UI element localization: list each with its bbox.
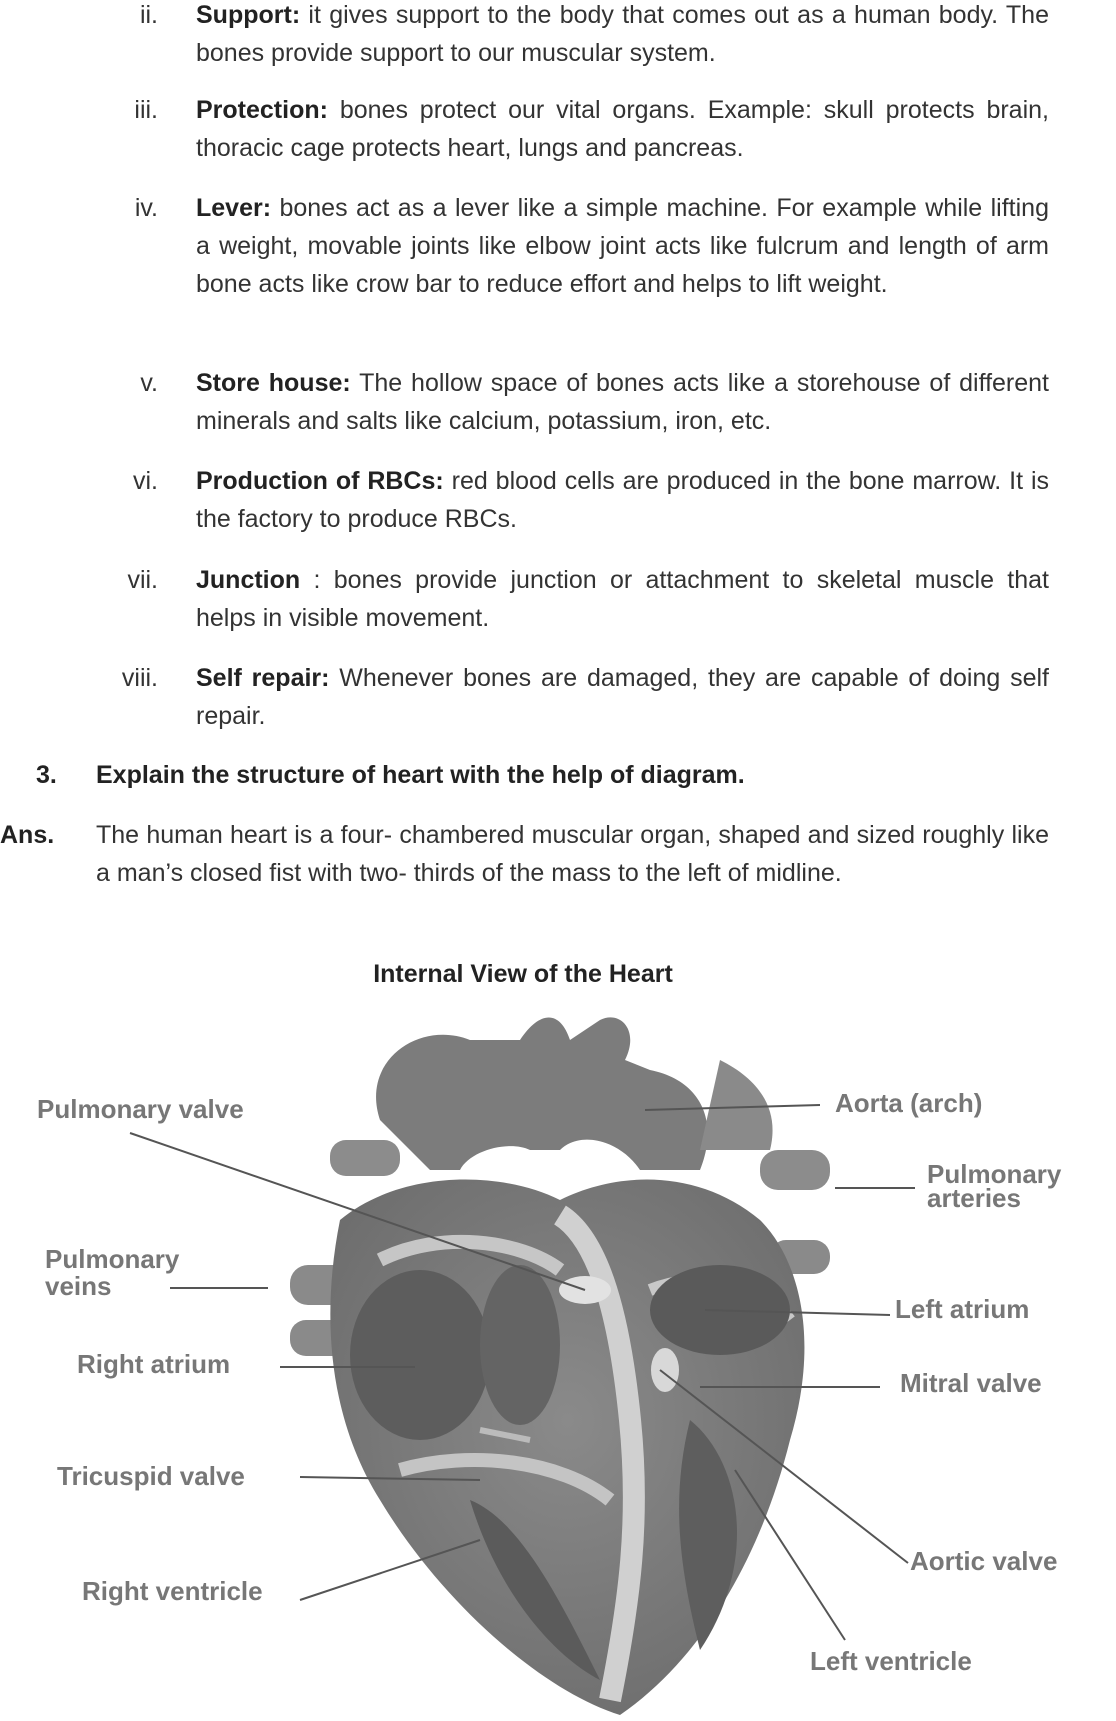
label-aorta: Aorta (arch) bbox=[835, 1088, 983, 1118]
answer-text: The human heart is a four- chambered muscular organ, shaped and sized roughly like a man’s closed fist with two- thirds of the mass to the left of midline. bbox=[96, 821, 1049, 887]
point-term: Junction bbox=[196, 566, 301, 594]
point-number: ii. bbox=[139, 1, 158, 29]
point-body: bones protect our vital organs. Example: skull protects brain, thoracic cage protects heart, lungs and pancreas. bbox=[196, 96, 1049, 162]
point-term: Protection: bbox=[196, 96, 328, 124]
point-text bbox=[196, 189, 1049, 303]
point-body: Whenever bones are damaged, they are capable of doing self repair. bbox=[196, 664, 1049, 730]
point-term: Production of RBCs: bbox=[196, 467, 444, 495]
point-text bbox=[196, 462, 1049, 538]
point-text bbox=[196, 561, 1049, 637]
point-number: v. bbox=[140, 369, 158, 397]
label-left-atrium: Left atrium bbox=[895, 1294, 1030, 1324]
label-tricuspid-valve: Tricuspid valve bbox=[57, 1461, 245, 1491]
label-pulmonary-veins-1: Pulmonary bbox=[45, 1244, 180, 1274]
question-number: 3. bbox=[36, 761, 57, 789]
label-right-ventricle: Right ventricle bbox=[82, 1576, 263, 1606]
label-pulmonary-arteries-1: Pulmonary bbox=[927, 1159, 1062, 1189]
point-body: bones act as a lever like a simple machine. For example while lifting a weight, movable joints like elbow joint acts like fulcrum and length of arm bone acts like crow bar to reduce effort and helps to lift weight. bbox=[196, 194, 1049, 298]
point-number: iv. bbox=[134, 194, 158, 222]
point-body: it gives support to the body that comes out as a human body. The bones provide support to our muscular system. bbox=[196, 1, 1049, 67]
point-number: viii. bbox=[121, 664, 158, 692]
point-text bbox=[196, 364, 1049, 440]
question-text: Explain the structure of heart with the help of diagram. bbox=[96, 761, 745, 789]
point-text bbox=[196, 91, 1049, 167]
point-text bbox=[196, 0, 1049, 72]
label-aortic-valve: Aortic valve bbox=[910, 1546, 1058, 1576]
label-pulmonary-valve: Pulmonary valve bbox=[37, 1094, 244, 1124]
label-pulmonary-arteries-2: arteries bbox=[927, 1183, 1021, 1213]
heart-diagram bbox=[0, 1000, 1116, 1721]
point-text bbox=[196, 659, 1049, 735]
point-number: iii. bbox=[134, 96, 158, 124]
point-term: Self repair: bbox=[196, 664, 330, 692]
label-pulmonary-veins-2: veins bbox=[45, 1271, 112, 1301]
point-body: : bones provide junction or attachment to skeletal muscle that helps in visible movement. bbox=[196, 566, 1049, 632]
label-mitral-valve: Mitral valve bbox=[900, 1368, 1042, 1398]
answer-label: Ans. bbox=[0, 821, 55, 849]
point-term: Store house: bbox=[196, 369, 351, 397]
point-body: The hollow space of bones acts like a storehouse of different minerals and salts like calcium, potassium, iron, etc. bbox=[196, 369, 1050, 435]
point-number: vi. bbox=[133, 467, 158, 495]
point-body: red blood cells are produced in the bone marrow. It is the factory to produce RBCs. bbox=[196, 467, 1049, 533]
point-term: Lever: bbox=[196, 194, 272, 222]
label-right-atrium: Right atrium bbox=[77, 1349, 231, 1379]
point-number: vii. bbox=[127, 566, 158, 594]
label-left-ventricle: Left ventricle bbox=[810, 1646, 972, 1676]
figure-caption: Internal View of the Heart bbox=[373, 960, 673, 988]
point-term: Support: bbox=[196, 1, 301, 29]
